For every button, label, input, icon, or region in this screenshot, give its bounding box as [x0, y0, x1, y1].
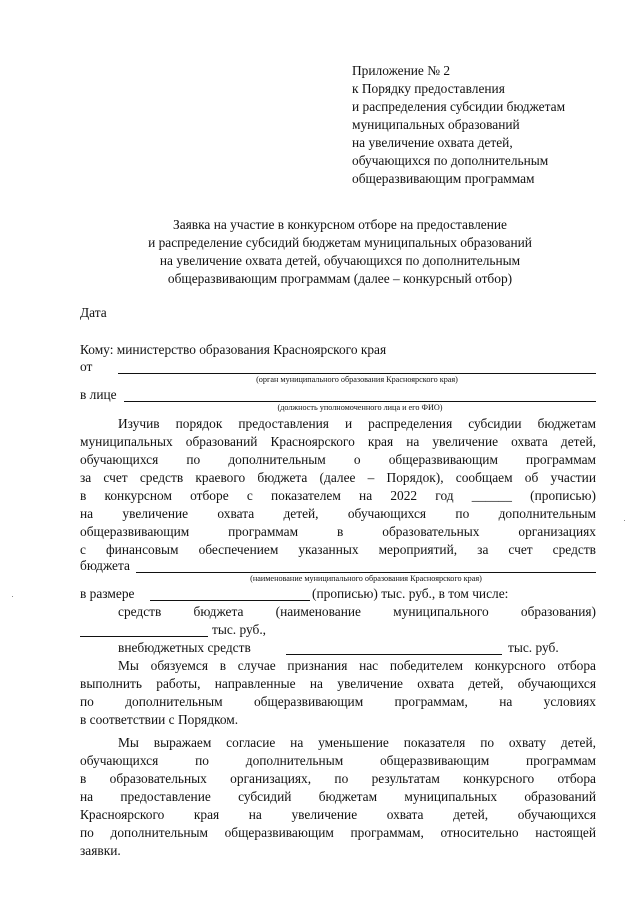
appendix-line: муниципальных образований [352, 117, 520, 132]
recipient-line: Кому: министерство образования Красноярского края [80, 342, 387, 357]
paragraph-line: по дополнительным общеразвивающим программам, на условиях [80, 694, 596, 709]
title-line: общеразвивающим программам (далее – конкурсный отбор) [167, 271, 513, 286]
from-field-line[interactable] [118, 373, 596, 374]
title-line: Заявка на участие в конкурсном отборе на предоставление [173, 217, 507, 232]
funds-tail: тыс. руб., [212, 622, 267, 637]
funds-field-line[interactable] [80, 636, 208, 637]
date-label: Дата [80, 305, 107, 320]
appendix-line: и распределения субсидии бюджетам [352, 99, 566, 114]
paragraph-line: с финансовым обеспечением указанных мероприятий, за счет средств [80, 542, 596, 557]
from-label: от [80, 359, 93, 374]
paragraph-line: в конкурсном отборе с показателем на 2022 год ______ (прописью) [80, 488, 596, 503]
title-line: на увеличение охвата детей, обучающихся по дополнительным [159, 253, 521, 268]
paragraph-line: Красноярского края на увеличение охвата детей, обучающихся [80, 807, 596, 822]
paragraph-line: заявки. [80, 843, 121, 858]
appendix-line: обучающихся по дополнительным [352, 153, 549, 168]
paragraph-line: Мы выражаем согласие на уменьшение показателя по охвату детей, [118, 735, 596, 750]
paragraph-line: обучающихся по дополнительным о общеразвивающим программам [80, 452, 596, 467]
paragraph-line: Изучив порядок предоставления и распределения субсидии бюджетам [118, 416, 596, 431]
appendix-line: на увеличение охвата детей, [352, 135, 513, 150]
extrabudget-tail: тыс. руб. [508, 640, 559, 655]
person-field-line[interactable] [124, 401, 596, 402]
paragraph-line: муниципальных образований Красноярского края на увеличение охвата детей, [80, 434, 596, 449]
paragraph-line: по дополнительным общеразвивающим программам, относительно настоящей [80, 825, 596, 840]
extrabudget-field-line[interactable] [286, 654, 502, 655]
paragraph-line: в соответствии с Порядком. [80, 712, 239, 727]
appendix-line: к Порядку предоставления [352, 81, 505, 96]
paragraph-line: Мы обязуемся в случае признания нас победителем конкурсного отбора [118, 658, 596, 673]
scan-speck [12, 596, 13, 597]
amount-tail: (прописью) тыс. руб., в том числе: [312, 586, 509, 601]
paragraph-line: в образовательных организациях, по результатам конкурсного отбора [80, 771, 596, 786]
title-line: и распределение субсидий бюджетам муниципальных образований [148, 235, 532, 250]
budget-hint: (наименование муниципального образования Красноярского края) [250, 574, 482, 583]
amount-label: в размере [80, 586, 135, 601]
scan-speck [624, 520, 625, 521]
extrabudget-label: внебюджетных средств [118, 640, 251, 655]
paragraph-line: выполнить работы, направленные на увеличение охвата детей, обучающихся [80, 676, 596, 691]
amount-field-line[interactable] [150, 600, 310, 601]
person-hint: (должность уполномоченного лица и его ФИО) [277, 403, 443, 412]
person-label: в лице [80, 387, 117, 402]
paragraph-line: общеразвивающим программам в образовательных организациях [80, 524, 596, 539]
appendix-line: общеразвивающим программам [352, 171, 535, 186]
appendix-line: Приложение № 2 [352, 63, 451, 78]
paragraph-line: обучающихся по дополнительным общеразвивающим программам [80, 753, 596, 768]
paragraph-line: на увеличение охвата детей, обучающихся по дополнительным [80, 506, 596, 521]
funds-line: средств бюджета (наименование муниципального образования) [118, 604, 596, 619]
paragraph-line: за счет средств краевого бюджета (далее – Порядок), сообщаем об участии [80, 470, 596, 485]
from-hint: (орган муниципального образования Красноярского края) [256, 375, 458, 384]
paragraph-line: на предоставление субсидий бюджетам муниципальных образований [80, 789, 596, 804]
budget-field-line[interactable] [136, 572, 596, 573]
budget-label: бюджета [80, 558, 130, 573]
